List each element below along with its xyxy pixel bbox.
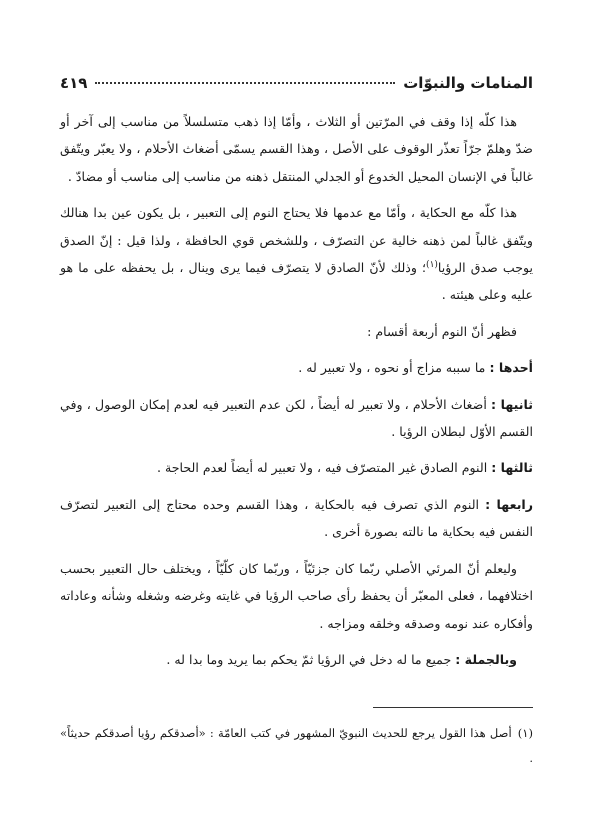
list-item-2: [60, 391, 533, 446]
footnote-number: (١): [517, 726, 533, 740]
leader-dots: [95, 82, 395, 84]
paragraph-3: فظهر أنّ النوم أربعة أقسام :: [367, 323, 517, 339]
list-item-4-text: النوم الذي تصرف فيه بالحكاية ، وهذا القسم وحده محتاج إلى التعبير لتصرّف النفس فيه بحكاية ما نالته بصورة أخرى .: [60, 496, 533, 540]
list-item-1-text: ما سببه مزاج أو نحوه ، ولا تعبير له .: [298, 360, 490, 376]
page-header: [60, 70, 533, 96]
list-item-4-lead: رابعها :: [485, 496, 533, 512]
summary-lead: وبالجملة :: [455, 651, 517, 667]
paragraph-1: هذا كلّه إذا وقف في المرّتين أو الثلاث ، وأمّا إذا ذهب متسلسلاً من مناسب إلى آخر أو ضدّ وهلمّ جرّاً تعذّر الوقوف على الأصل ، وهذا القسم يسمّى أضغاث الأحلام ، ولا يعبّر ويتّفق غالباً في الإنسان المحيل الخدوع أو الجدلي المنتقل ذهنه من مناسب إلى مناسب أو مضادّ .: [60, 114, 533, 184]
main-text: [60, 108, 533, 682]
footnote-separator: [373, 707, 533, 708]
list-item-1: [60, 354, 533, 381]
paragraph-2: [60, 199, 533, 309]
page-number: ٤١٩: [60, 74, 88, 92]
list-item-1-lead: أحدها :: [489, 360, 533, 376]
footnote-text: أصل هذا القول يرجع للحديث النبويّ المشهور في كتب العامّة : «أصدقكم رؤيا أصدقكم حديثاً» .: [60, 726, 533, 765]
list-item-3-lead: ثالثها :: [491, 460, 533, 476]
footnote-reference[interactable]: (١): [426, 259, 438, 270]
footnote: [60, 721, 533, 771]
list-item-3-text: النوم الصادق غير المتصرّف فيه ، ولا تعبير له أيضاً لعدم الحاجة .: [157, 460, 492, 476]
list-item-3: [60, 454, 533, 481]
closing-paragraph: وليعلم أنّ المرئي الأصلي ربّما كان جزئيّاً ، وربّما كان كلّيّاً ، ويختلف حال التعبير بحسب اختلافهما ، فعلى المعبّر أن يحفظ رأى صاحب الرؤيا في غايته وغرضه وشغله وشأنه وعاداته وأفكاره عند نومه وصدقه وخلقه ومزاجه .: [60, 560, 533, 631]
summary-paragraph: [60, 646, 533, 673]
paragraph-2-text-after: ؛ وذلك لأنّ الصادق لا يتصرّف فيما يرى وينال ، بل يحفظه على ما هو عليه وعلى هيئته .: [60, 260, 533, 303]
list-item-2-lead: ثانيها :: [491, 396, 533, 412]
summary-text: جميع ما له دخل في الرؤيا ثمّ يحكم بما يريد وما بدا له .: [166, 651, 456, 667]
paragraph-2-text-before: هذا كلّه مع الحكاية ، وأمّا مع عدمها فلا يحتاج النوم إلى التعبير ، بل يكون عين بدا هنالك ويتّفق غالباً لمن ذهنه خالية عن التصرّف ، وللشخص قوي الحافظة ، ولذا قيل : إنّ الصدق يوجب صدق الرؤيا: [60, 205, 533, 276]
running-title: المنامات والنبوّات: [403, 74, 533, 92]
list-item-4: [60, 491, 533, 546]
list-item-2-text: أضغاث الأحلام ، ولا تعبير له أيضاً ، لكن عدم التعبير فيه لعدم إمكان الوصول ، وفي القسم الأوّل لبطلان الرؤيا .: [60, 396, 533, 440]
